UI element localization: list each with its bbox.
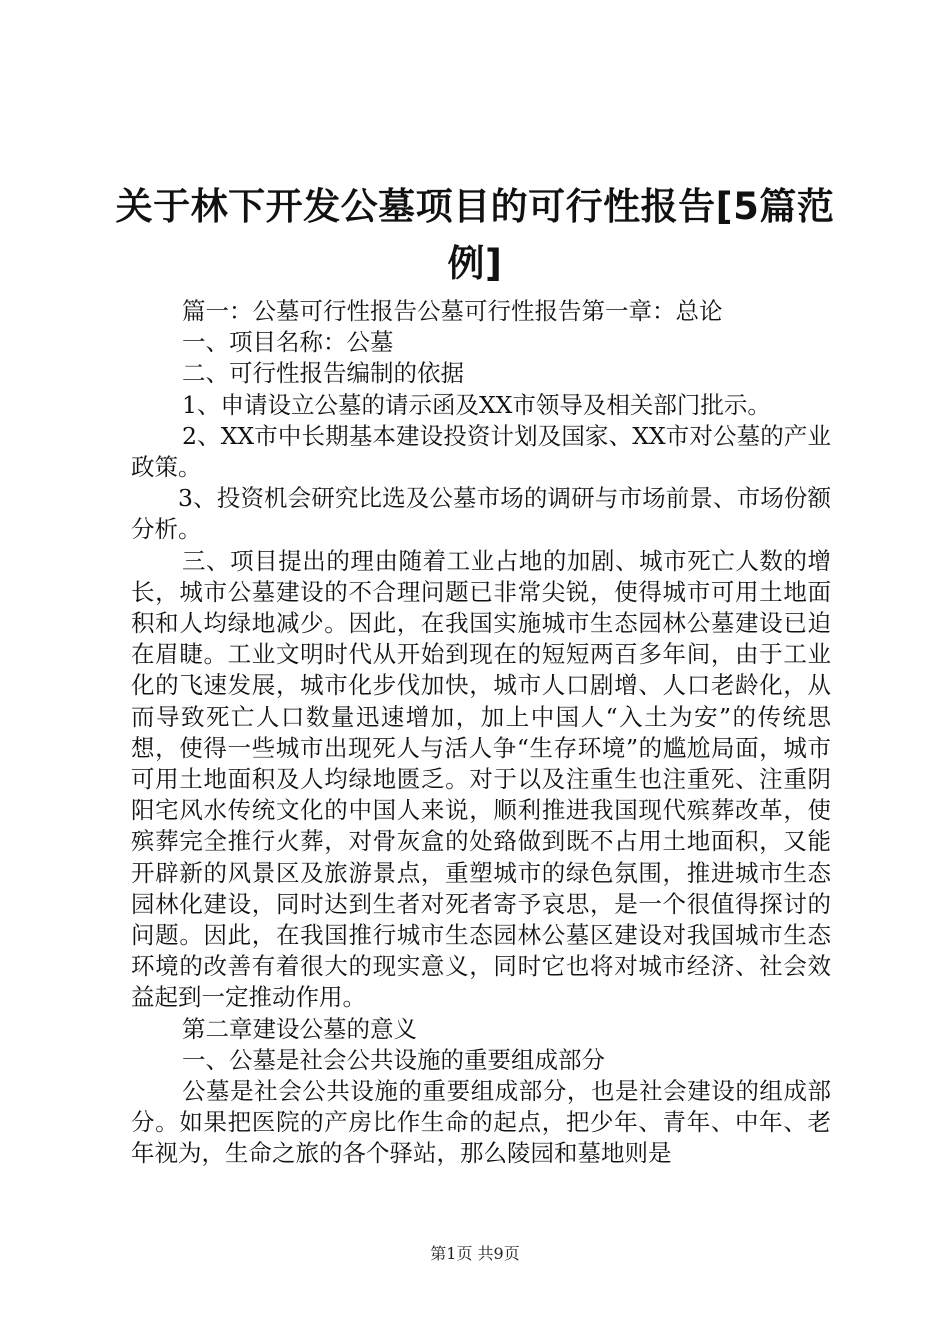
document-title: 关于林下开发公墓项目的可行性报告[5篇范例] [115, 185, 835, 285]
paragraph-basis-item-2: 2、XX市中长期基本建设投资计划及国家、XX市对公墓的产业政策。 [131, 421, 831, 482]
paragraph-section-heading: 一、公墓是社会公共设施的重要组成部分 [182, 1045, 605, 1074]
paragraph-basis-item-3: 3、投资机会研究比选及公墓市场的调研与市场前景、市场份额分析。 [131, 484, 831, 544]
paragraph-project-name: 一、项目名称：公墓 [182, 328, 394, 357]
paragraph-chapter-one-heading: 篇一：公墓可行性报告公墓可行性报告第一章：总论 [182, 297, 723, 325]
paragraph-basis-item-1: 1、申请设立公墓的请示函及XX市领导及相关部门批示。 [182, 390, 771, 419]
paragraph-basis-heading: 二、可行性报告编制的依据 [182, 359, 464, 388]
page-footer: 第1页 共9页 [430, 1244, 520, 1263]
paragraph-project-reasons: 三、项目提出的理由随着工业占地的加剧、城市死亡人数的增长，城市公墓建设的不合理问题已非常尖锐，使得城市可用土地面积和人均绿地减少。因此，在我国实施城市生态园林公墓建设已迫在眉睫。工业文明时代从开始到现在的短短两百多年间，由于工业化的飞速发展，城市化步伐加快，城市人口剧增、人口老龄化，从而导致死亡人口数量迅速增加，加上中国人“入土为安”的传统思想，使得一些城市出现死人与活人争“生存环境”的尴尬局面，城市可用土地面积及人均绿地匮乏。对于以及注重生也注重死、注重阴阳宅风水传统文化的中国人来说，顺利推进我国现代殡葬改革，使殡葬完全推行火葬，对骨灰盒的处臵做到既不占用土地面积，又能开辟新的风景区及旅游景点，重塑城市的绿色氛围，推进城市生态园林化建设，同时达到生者对死者寄予哀思，是一个很值得探讨的问题。因此，在我国推行城市生态园林公墓区建设对我国城市生态环境的改善有着很大的现实意义，同时它也将对城市经济、社会效益起到一定推动作用。 [131, 546, 831, 1012]
paragraph-public-facility: 公墓是社会公共设施的重要组成部分，也是社会建设的组成部分。如果把医院的产房比作生命的起点，把少年、青年、中年、老年视为，生命之旅的各个驿站，那么陵园和墓地则是 [131, 1077, 831, 1168]
document-body [131, 296, 831, 1170]
paragraph-chapter-two-heading: 第二章建设公墓的意义 [182, 1014, 417, 1043]
